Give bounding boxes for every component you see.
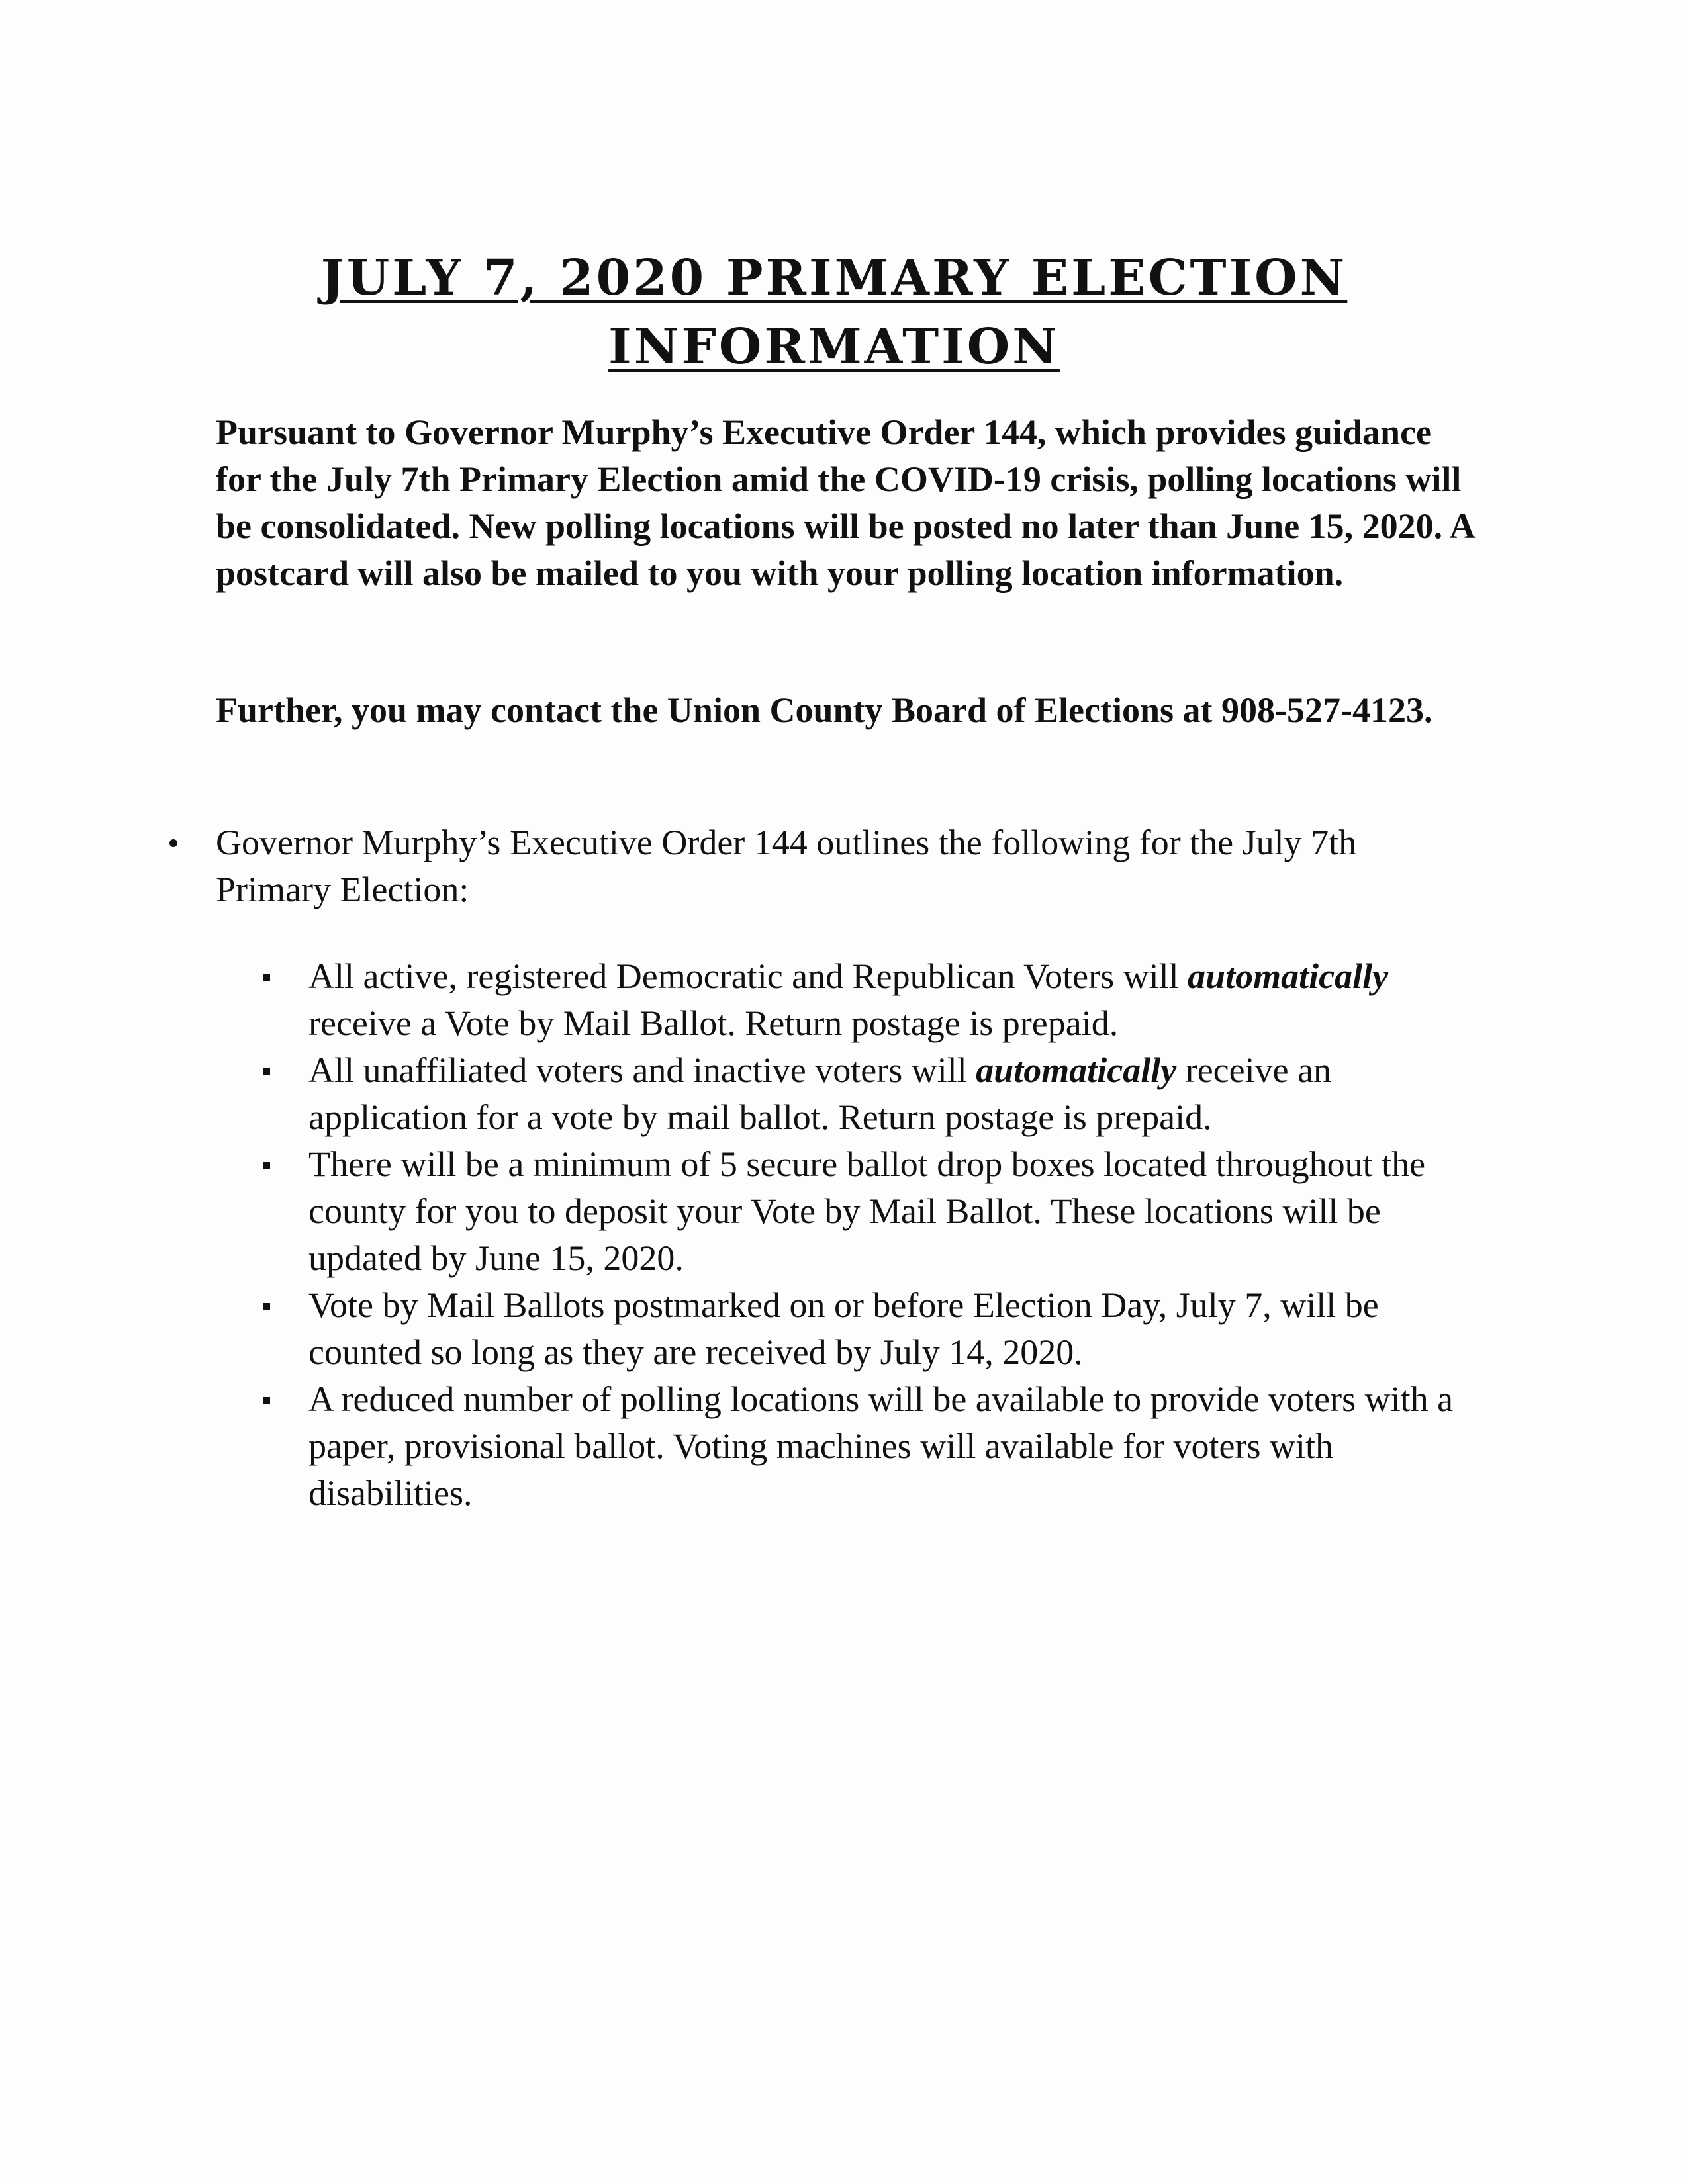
title-line-2: INFORMATION [608, 318, 1060, 375]
square-bullet-icon [263, 1162, 270, 1169]
order-provisions-list [308, 953, 1460, 1517]
contact-paragraph: Further, you may contact the Union County Board of Elections at 908-527-4123. [216, 690, 1433, 730]
list-item [308, 1141, 1460, 1282]
page-title [199, 244, 1470, 381]
main-bullet-list [216, 819, 1474, 913]
title-line-1: JULY 7, 2020 PRIMARY ELECTION [320, 250, 1348, 306]
item-text: receive a Vote by Mail Ballot. Return postage is prepaid. [308, 1003, 1119, 1043]
item-emphasis: automatically [976, 1050, 1177, 1090]
item-text: A reduced number of polling locations will be available to provide voters with a paper, provisional ballot. Voting machines will available for voters with disabilities. [308, 1379, 1454, 1513]
list-item [308, 953, 1460, 1047]
item-text: receive an application for a vote by mail ballot. Return postage is prepaid. [308, 1050, 1332, 1137]
list-item [308, 1376, 1460, 1517]
square-bullet-icon [263, 1068, 270, 1075]
item-text: There will be a minimum of 5 secure ballot drop boxes located throughout the county for you to deposit your Vote by Mail Ballot. These locations will be updated by June 15, 2020. [308, 1144, 1426, 1278]
square-bullet-icon [263, 974, 270, 981]
square-bullet-icon [263, 1303, 270, 1310]
item-text: Vote by Mail Ballots postmarked on or before Election Day, July 7, will be counted so long as they are received by July 14, 2020. [308, 1285, 1379, 1372]
intro-paragraph: Pursuant to Governor Murphy’s Executive Order 144, which provides guidance for the July 7th Primary Election amid the COVID-19 crisis, polling locations will be consolidated. New polling locations will be posted no later than June 15, 2020. A postcard will also be mailed to you with your polling location information. [216, 412, 1474, 593]
bullet-text: Governor Murphy’s Executive Order 144 outlines the following for the July 7th Primary Election: [216, 823, 1357, 909]
list-item [308, 1047, 1460, 1141]
item-emphasis: automatically [1188, 956, 1389, 996]
list-item [216, 819, 1474, 913]
item-text: All unaffiliated voters and inactive voters will [308, 1050, 976, 1090]
list-item [308, 1282, 1460, 1376]
bullet-icon [169, 839, 177, 847]
item-text: All active, registered Democratic and Republican Voters will [308, 956, 1188, 996]
square-bullet-icon [263, 1397, 270, 1404]
